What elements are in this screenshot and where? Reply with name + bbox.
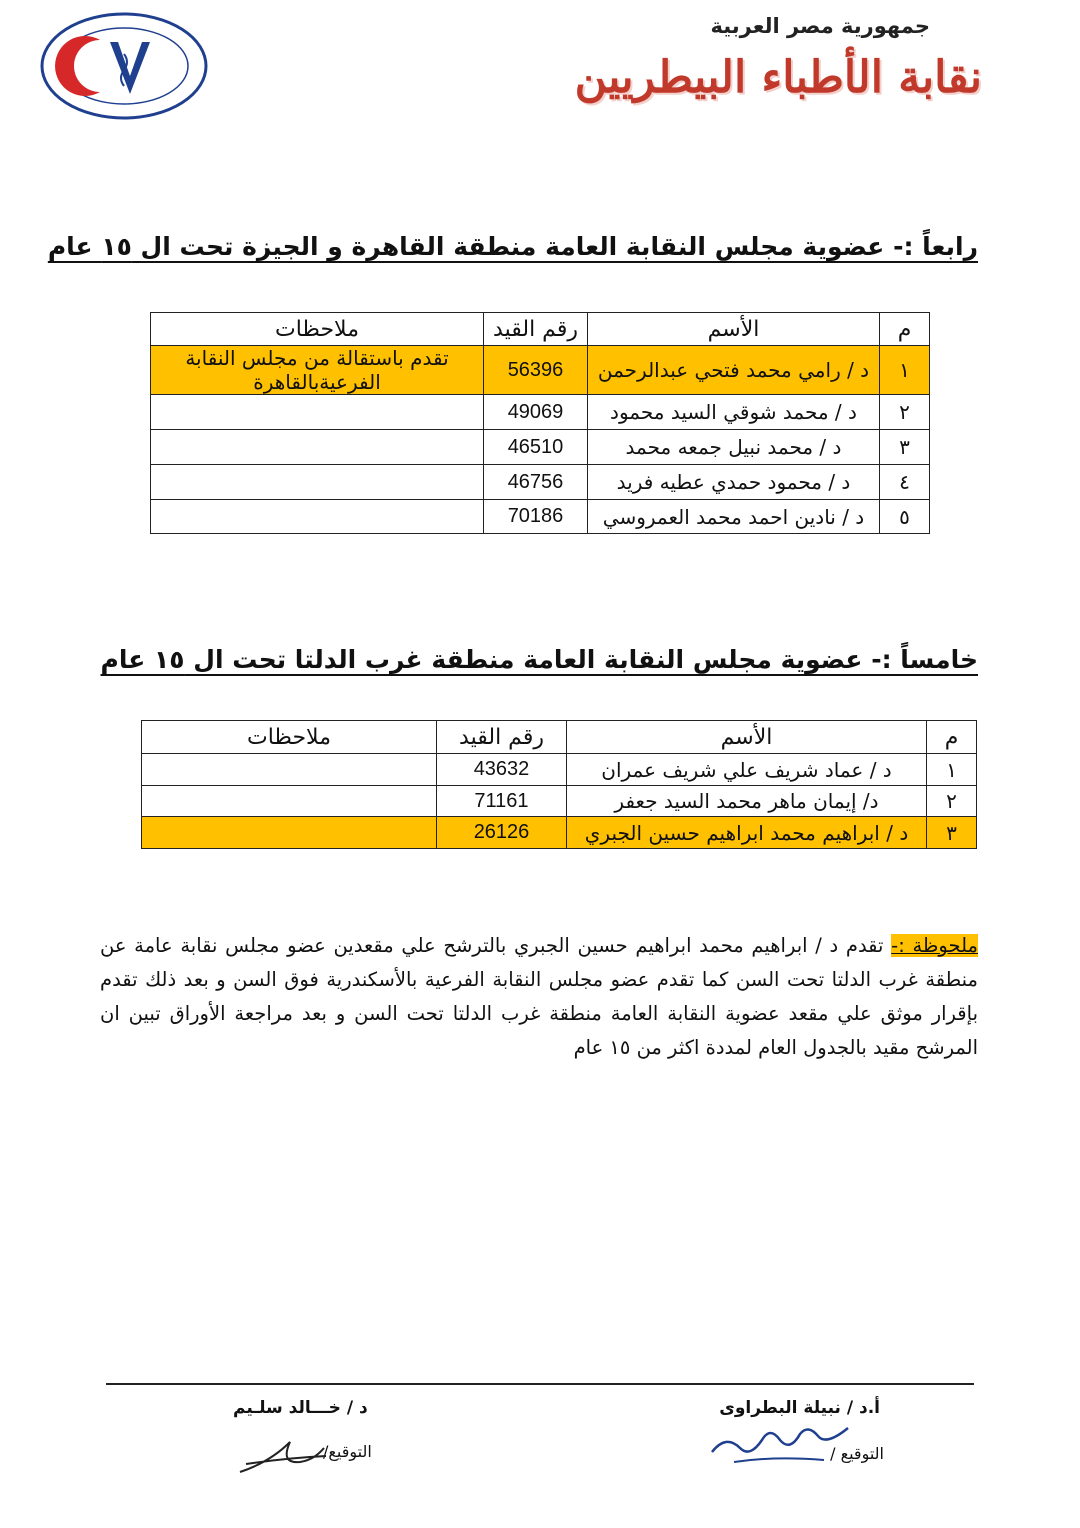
row-notes — [151, 500, 484, 534]
row-notes — [151, 430, 484, 465]
row-reg: 43632 — [437, 754, 567, 786]
section5-title: خامساً :- عضوية مجلس النقابة العامة منطقة غرب الدلتا تحت ال ١٥ عام — [100, 645, 978, 674]
row-name: د / محمد شوقي السيد محمود — [588, 395, 880, 430]
row-reg: 56396 — [484, 346, 588, 395]
header-idx: م — [880, 313, 930, 346]
row-name: د / محمود حمدي عطيه فريد — [588, 465, 880, 500]
right-signature-label: التوقيع / — [830, 1444, 884, 1463]
footer-divider — [106, 1383, 974, 1385]
header-reg: رقم القيد — [484, 313, 588, 346]
row-idx: ٢ — [927, 786, 977, 817]
row-name: د/ إيمان ماهر محمد السيد جعفر — [567, 786, 927, 817]
row-notes — [142, 786, 437, 817]
row-reg: 46756 — [484, 465, 588, 500]
table-row — [142, 817, 977, 849]
left-signature-label: التوقيع/ — [323, 1442, 372, 1461]
row-idx: ١ — [880, 346, 930, 395]
table-row — [151, 465, 930, 500]
table-row — [151, 346, 930, 395]
table-row — [151, 395, 930, 430]
note-label: ملحوظة :- — [891, 934, 978, 957]
row-notes — [142, 817, 437, 849]
left-signature-mark — [236, 1430, 346, 1480]
table-row — [142, 754, 977, 786]
right-signature-mark — [704, 1412, 864, 1472]
row-idx: ٢ — [880, 395, 930, 430]
row-reg: 71161 — [437, 786, 567, 817]
right-signatory-name: أ.د / نبيلة البطراوى — [719, 1398, 880, 1418]
row-notes — [151, 465, 484, 500]
section5-table — [141, 720, 977, 849]
header-notes: ملاحظات — [151, 313, 484, 346]
row-reg: 26126 — [437, 817, 567, 849]
row-notes: تقدم باستقالة من مجلس النقابة الفرعيةبالقاهرة — [151, 346, 484, 395]
row-idx: ١ — [927, 754, 977, 786]
row-reg: 70186 — [484, 500, 588, 534]
row-name: د / نادين احمد محمد العمروسي — [588, 500, 880, 534]
section4-table — [150, 312, 930, 534]
header-reg: رقم القيد — [437, 721, 567, 754]
row-name: د / رامي محمد فتحي عبدالرحمن — [588, 346, 880, 395]
row-idx: ٥ — [880, 500, 930, 534]
syndicate-logo — [38, 10, 210, 122]
section4-title: رابعاً :- عضوية مجلس النقابة العامة منطقة القاهرة و الجيزة تحت ال ١٥ عام — [47, 232, 978, 261]
row-notes — [142, 754, 437, 786]
header-idx: م — [927, 721, 977, 754]
header-name: الأسم — [588, 313, 880, 346]
row-name: د / محمد نبيل جمعه محمد — [588, 430, 880, 465]
row-reg: 46510 — [484, 430, 588, 465]
row-name: د / عماد شريف علي شريف عمران — [567, 754, 927, 786]
republic-title: جمهورية مصر العربية — [710, 14, 930, 38]
row-idx: ٤ — [880, 465, 930, 500]
row-notes — [151, 395, 484, 430]
note-text: تقدم د / ابراهيم محمد ابراهيم حسين الجبري بالترشح علي مقعدين عضو مجلس نقابة عامة عن منطقة غرب الدلتا تحت السن كما تقدم عضو مجلس النقابة الفرعية بالأسكندرية فوق السن و بعد ذلك تقدم بإقرار موثق علي مقعد عضوية النقابة العامة منطقة غرب الدلتا تحت السن و بعد مراجعة الأوراق تبين ان المرشح مقيد بالجدول العام لمددة اكثر من ١٥ عام — [100, 934, 978, 1059]
note-paragraph — [100, 929, 978, 1065]
row-name: د / ابراهيم محمد ابراهيم حسين الجبري — [567, 817, 927, 849]
syndicate-name: نقابة الأطباء البيطريين — [574, 52, 982, 103]
row-idx: ٣ — [927, 817, 977, 849]
row-reg: 49069 — [484, 395, 588, 430]
header-notes: ملاحظات — [142, 721, 437, 754]
left-signatory-name: د / خـــالد سلـيم — [233, 1398, 368, 1418]
row-idx: ٣ — [880, 430, 930, 465]
table-row — [151, 430, 930, 465]
header-name: الأسم — [567, 721, 927, 754]
table-row — [142, 786, 977, 817]
table-row — [151, 500, 930, 534]
